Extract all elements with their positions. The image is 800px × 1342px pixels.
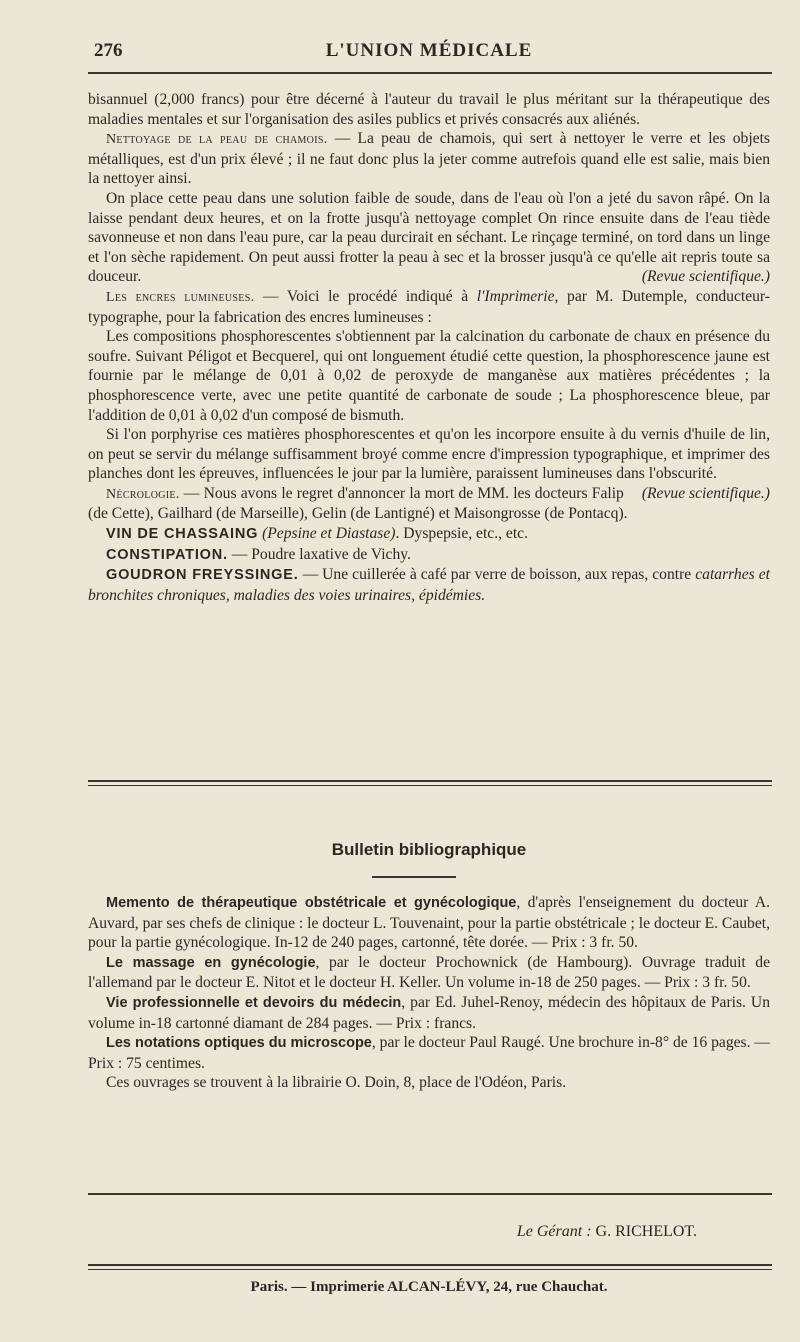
printer-imprint: Paris. — Imprimerie ALCAN-LÉVY, 24, rue Chauchat. bbox=[250, 1279, 608, 1295]
gerant-signature: Le Gérant : G. RICHELOT. bbox=[516, 1223, 697, 1240]
heading-chamois: Nettoyage de la peau de chamois. bbox=[106, 132, 328, 148]
paragraph-encres-usage: Si l'on porphyrise ces matières phosphorescentes et qu'on les incorpore ensuite à du vernis d'huile de lin, on peut se servir du mélange suffisamment broyé comme encre d'impression typographique, et imprimer des planches dont les épreuves, influencées le jour par la lumière, paraissent lumineuses dans l'obscurité. (Revue scientifique.) bbox=[88, 426, 770, 502]
bib-entry: Vie professionnelle et devoirs du médecin, par Ed. Juhel-Renoy, médecin des hôpitaux de Paris. Un volume in-18 cartonné diamant de 284 pages. — Prix : francs. bbox=[88, 993, 770, 1032]
footer-rule-thin bbox=[88, 1269, 772, 1270]
article-body bbox=[88, 90, 770, 605]
paragraph-prize: bisannuel (2,000 francs) pour être décerné à l'auteur du travail le plus méritant sur la thérapeutique des maladies mentales et sur l'organisation des asiles publics et privés consacrés aux aliénés. bbox=[88, 91, 770, 128]
bulletin-rule bbox=[372, 876, 456, 878]
bib-note: Ces ouvrages se trouvent à la librairie O. Doin, 8, place de l'Odéon, Paris. bbox=[106, 1074, 567, 1092]
paragraph-chamois-method: On place cette peau dans une solution faible de soude, dans de l'eau où l'on a jeté du savon râpé. On la laisse pendant deux heures, et on la frotte jusqu'à nettoyage complet On rince ensuite dans de l'eau tiède savonneuse et non dans l'eau pure, car la peau durcirait en séchant. Le rinçage terminé, on tord dans un linge et l'on sèche rapidement. On peut aussi frotter la peau à sec et la brosser jusqu'à ce qu'elle ait repris toute sa douceur. (Revue scientifique.) bbox=[88, 189, 770, 286]
heading-encres: Les encres lumineuses. bbox=[106, 289, 255, 305]
page-number: 276 bbox=[94, 40, 123, 61]
header-rule bbox=[88, 72, 772, 74]
paragraph-chamois: Nettoyage de la peau de chamois. — La peau de chamois, qui sert à nettoyer le verre et les objets métalliques, est d'un prix élevé ; il ne faut donc plus la jeter comme autrefois quand elle est salie, mais bien la nettoyer ainsi. bbox=[88, 130, 770, 188]
bib-entry: Les notations optiques du microscope, par le docteur Paul Raugé. Une brochure in-8° de 16 pages. — Prix : 75 centimes. bbox=[88, 1034, 770, 1072]
ad-goudron: GOUDRON FREYSSINGE. — Une cuillerée à café par verre de boisson, aux repas, contre catarrhes et bronchites chroniques, maladies des voies urinaires, épidémies. bbox=[88, 566, 770, 604]
ad-vin-chassaing: VIN DE CHASSAING (Pepsine et Diastase). Dyspepsie, etc., etc. bbox=[106, 525, 528, 543]
ad-constipation: CONSTIPATION. — Poudre laxative de Vichy. bbox=[106, 545, 411, 563]
paragraph-encres: Les encres lumineuses. — Voici le procédé indiqué à l'Imprimerie, par M. Dutemple, conducteur-typographe, pour la fabrication des encres lumineuses : bbox=[88, 287, 771, 326]
heading-necrologie: Nécrologie. bbox=[106, 486, 180, 502]
footer-rule bbox=[88, 1264, 772, 1266]
paragraph-encres-compositions: Les compositions phosphorescentes s'obtiennent par la calcination du carbonate de chaux en présence du soufre. Suivant Péligot et Becquerel, qui ont longuement étudié cette question, la phosphorescence jaune est fournie par le mélange de 0,01 à 0,02 de peroxyde de manganèse aux matières précédentes ; la phosphorescence verte, avec une petite quantité de carbonate de soude ; La phosphorescence bleue, par l'addition de 0,01 à 0,02 d'un composé de bismuth. bbox=[88, 328, 770, 424]
bibliography bbox=[88, 893, 770, 1093]
journal-title: L'UNION MÉDICALE bbox=[325, 40, 533, 61]
bib-entry: Le massage en gynécologie, par le docteur Prochownick (de Hambourg). Ouvrage traduit de l'allemand par le docteur E. Nitot et le docteur H. Keller. Un volume in-18 de 250 pages. — Prix : 3 fr. 50. bbox=[88, 953, 771, 992]
bib-entry: Memento de thérapeutique obstétricale et gynécologique, d'après l'enseignement du docteur A. Auvard, par ses chefs de clinique : le docteur L. Touvenaint, pour la partie obstétricale ; le docteur E. Caubet, pour la partie gynécologique. In-12 de 240 pages, cartonné, tête dorée. — Prix : 3 fr. 50. bbox=[88, 894, 770, 952]
source-citation: (Revue scientifique.) bbox=[641, 268, 770, 286]
section-rule-thin bbox=[88, 785, 772, 786]
source-citation: (Revue scientifique.) bbox=[641, 484, 770, 502]
paragraph-necrologie: Nécrologie. — Nous avons le regret d'annoncer la mort de MM. les docteurs Falip (de Cette), Gailhard (de Marseille), Gelin (de Lantigné) et Maisongrosse (de Pontacq). bbox=[88, 484, 628, 523]
bulletin-title: Bulletin bibliographique bbox=[331, 840, 527, 859]
section-rule bbox=[88, 780, 772, 782]
bulletin-end-rule bbox=[88, 1193, 772, 1195]
running-header bbox=[88, 38, 770, 68]
